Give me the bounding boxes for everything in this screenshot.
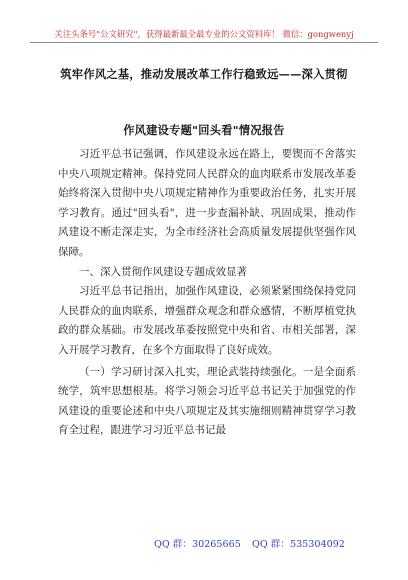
document-body [58,145,356,441]
footer-qq-group-2: QQ 群：535304092 [252,539,345,550]
footer-contacts [30,536,378,550]
paragraph-section-1: 习近平总书记指出，加强作风建设，必须紧紧围绕保持党同人民群众的血肉联系，增强群众观念和群众感情，不断厚植党执政的群众基础。市发展改革委按照党中央和省、市相关部署，深入开展学习教育，在多个方面取得了良好成效。 [58,285,356,356]
paragraph-subsection-1: （一）学习研讨深入扎实，理论武装持续强化。一是全面系统学，筑牢思想根基。将学习领会习近平总书记关于加强党的作风建设的重要论述和中央八项规定及其实施细则精神贯穿学习教育全过程，跟进学习习近平总书记最 [58,365,356,437]
header-divider [30,42,378,43]
document-title-line-1: 筑牢作风之基，推动发展改革工作行稳致远——深入贯彻 [60,67,348,81]
header-banner: 关注头条号"公文研究"，获得最新最全最专业的公文资料库！ 微信：gongwenyj [54,29,354,39]
footer-qq-group-1: QQ 群：30265665 [154,539,241,550]
document-title-line-2: 作风建设专题"回头看"情况报告 [123,123,285,137]
paragraph-intro: 习近平总书记强调，作风建设永远在路上，要锲而不舍落实中央八项规定精神。保持党同人民群众的血肉联系市发展改革委始终将深入贯彻中央八项规定精神作为重要政治任务，扎实开展学习教育。通过"回头看"，进一步查漏补缺、巩固成果，推动作风建设不断走深走实，为全市经济社会高质量发展提供坚强作风保障。 [58,148,356,258]
section-heading-1: 一、深入贯彻作风建设专题成效显著 [79,265,247,278]
